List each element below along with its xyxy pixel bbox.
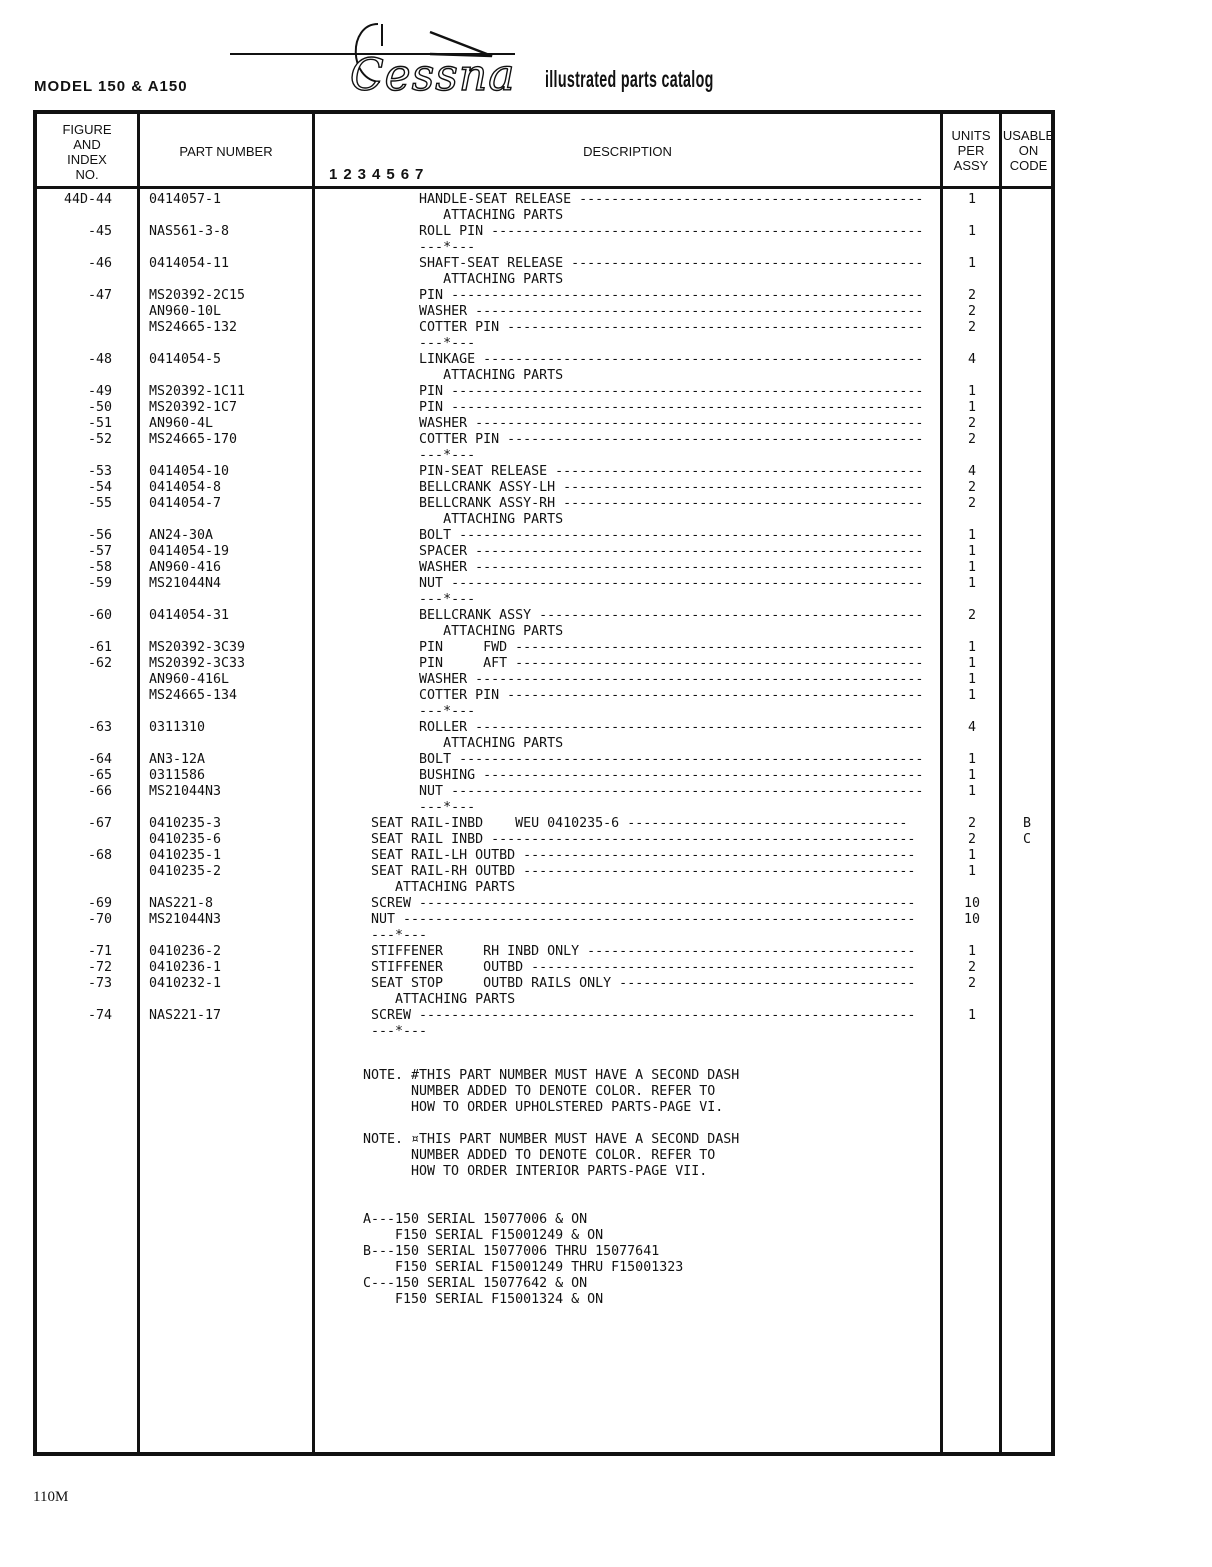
note-line: HOW TO ORDER INTERIOR PARTS-PAGE VII.: [363, 1164, 708, 1179]
header-line: USABLE: [1002, 128, 1055, 143]
figure-index-cell: -68: [87, 848, 112, 863]
header-line: PER: [957, 143, 985, 158]
note-line: NOTE. ¤THIS PART NUMBER MUST HAVE A SECOND DASH: [363, 1132, 740, 1147]
figure-index-cell: -67: [87, 816, 112, 831]
description-cell: PIN FWD ---------------------------------------------------: [347, 640, 924, 655]
part-number-cell: 0414057-1: [149, 192, 222, 207]
description-cell: ROLLER --------------------------------------------------------: [347, 720, 924, 735]
part-number-cell: 0414054-7: [149, 496, 222, 511]
description-header: DESCRIPTION: [583, 144, 672, 159]
table-row: [37, 864, 1051, 880]
figure-index-cell: -57: [87, 544, 112, 559]
header-line: FIGURE: [62, 122, 112, 137]
description-cell: ATTACHING PARTS: [347, 736, 564, 751]
model-title: MODEL 150 & A150: [34, 78, 188, 95]
units-cell: 4: [967, 720, 976, 735]
figure-index-cell: -51: [87, 416, 112, 431]
note-line: NUMBER ADDED TO DENOTE COLOR. REFER TO: [363, 1084, 716, 1099]
units-cell: 1: [967, 576, 976, 591]
figure-index-cell: -60: [87, 608, 112, 623]
description-cell: PIN -----------------------------------------------------------: [347, 400, 924, 415]
description-cell: COTTER PIN ----------------------------------------------------: [347, 688, 924, 703]
units-cell: 10: [963, 896, 980, 911]
table-row: [37, 240, 1051, 256]
units-cell: 2: [967, 496, 976, 511]
description-cell: NUT ----------------------------------------------------------------: [347, 912, 916, 927]
figure-column-header: [37, 122, 137, 182]
part-number-cell: MS20392-3C39: [149, 640, 246, 655]
table-row: [37, 400, 1051, 416]
description-cell: PIN -----------------------------------------------------------: [347, 288, 924, 303]
table-row: [37, 960, 1051, 976]
part-number-cell: 0414054-10: [149, 464, 230, 479]
figure-index-cell: -52: [87, 432, 112, 447]
part-number-cell: 0410236-2: [149, 944, 222, 959]
table-row: [37, 416, 1051, 432]
table-row: [37, 1024, 1051, 1040]
note-line: A---150 SERIAL 15077006 & ON: [363, 1212, 588, 1227]
table-row: [37, 720, 1051, 736]
table-row: [37, 928, 1051, 944]
figure-index-cell: -49: [87, 384, 112, 399]
description-cell: SEAT STOP OUTBD RAILS ONLY -------------------------------------: [347, 976, 916, 991]
table-row: [37, 688, 1051, 704]
table-row: [37, 816, 1051, 832]
header-line: ON: [1018, 143, 1039, 158]
table-row: [37, 512, 1051, 528]
units-cell: 1: [967, 656, 976, 671]
figure-index-cell: -72: [87, 960, 112, 975]
part-number-cell: MS21044N3: [149, 912, 222, 927]
part-number-cell: MS24665-134: [149, 688, 238, 703]
units-cell: 1: [967, 688, 976, 703]
units-cell: 2: [967, 976, 976, 991]
units-cell: 10: [963, 912, 980, 927]
table-row: [37, 272, 1051, 288]
table-row: [37, 896, 1051, 912]
description-cell: ---*---: [347, 928, 428, 943]
units-cell: 4: [967, 352, 976, 367]
note-line: B---150 SERIAL 15077006 THRU 15077641: [363, 1244, 660, 1259]
part-number-cell: 0311586: [149, 768, 206, 783]
units-cell: 1: [967, 768, 976, 783]
description-cell: COTTER PIN ----------------------------------------------------: [347, 320, 924, 335]
description-cell: SEAT RAIL-LH OUTBD -------------------------------------------------: [347, 848, 916, 863]
part-number-cell: NAS561-3-8: [149, 224, 230, 239]
figure-index-cell: -58: [87, 560, 112, 575]
table-row: [37, 672, 1051, 688]
figure-index-cell: 44D-44: [63, 192, 112, 207]
header-line: ASSY: [953, 158, 989, 173]
part-number-cell: AN960-10L: [149, 304, 222, 319]
table-row: [37, 576, 1051, 592]
table-row: [37, 304, 1051, 320]
part-number-cell: AN960-416L: [149, 672, 230, 687]
description-cell: PIN AFT ---------------------------------------------------: [347, 656, 924, 671]
description-cell: ---*---: [347, 240, 476, 255]
table-row: [37, 704, 1051, 720]
figure-index-cell: -64: [87, 752, 112, 767]
part-number-cell: 0410235-2: [149, 864, 222, 879]
description-cell: WASHER --------------------------------------------------------: [347, 672, 924, 687]
units-cell: 1: [967, 192, 976, 207]
part-number-cell: 0414054-19: [149, 544, 230, 559]
description-cell: PIN -----------------------------------------------------------: [347, 384, 924, 399]
units-cell: 1: [967, 528, 976, 543]
logo-wordmark: Cessna: [350, 50, 516, 101]
description-cell: ATTACHING PARTS: [347, 512, 564, 527]
note-line: HOW TO ORDER UPHOLSTERED PARTS-PAGE VI.: [363, 1100, 724, 1115]
table-row: [37, 336, 1051, 352]
table-row: [37, 592, 1051, 608]
figure-index-cell: -59: [87, 576, 112, 591]
description-cell: SEAT RAIL INBD -----------------------------------------------------: [347, 832, 916, 847]
table-row: [37, 736, 1051, 752]
table-row: [37, 752, 1051, 768]
part-number-cell: 0410235-6: [149, 832, 222, 847]
description-cell: WASHER --------------------------------------------------------: [347, 416, 924, 431]
units-cell: 1: [967, 848, 976, 863]
note-line: NUMBER ADDED TO DENOTE COLOR. REFER TO: [363, 1148, 716, 1163]
page-number: 110M: [33, 1489, 69, 1505]
header-line: AND: [73, 137, 101, 152]
units-cell: 1: [967, 784, 976, 799]
part-number-header: PART NUMBER: [179, 144, 273, 159]
table-row: [37, 800, 1051, 816]
description-cell: HANDLE-SEAT RELEASE -------------------------------------------: [347, 192, 924, 207]
description-cell: STIFFENER RH INBD ONLY -----------------------------------------: [347, 944, 916, 959]
figure-index-cell: -74: [87, 1008, 112, 1023]
units-cell: 1: [967, 384, 976, 399]
table-row: [37, 496, 1051, 512]
note-line: [363, 1180, 739, 1196]
figure-index-cell: -65: [87, 768, 112, 783]
table-row: [37, 656, 1051, 672]
table-row: [37, 992, 1051, 1008]
table-row: [37, 352, 1051, 368]
figure-index-cell: -70: [87, 912, 112, 927]
parts-table: [33, 110, 1055, 1456]
table-row: [37, 224, 1051, 240]
description-cell: BELLCRANK ASSY-LH ---------------------------------------------: [347, 480, 924, 495]
description-cell: ATTACHING PARTS: [347, 992, 516, 1007]
part-number-cell: 0414054-5: [149, 352, 222, 367]
description-cell: PIN-SEAT RELEASE ----------------------------------------------: [347, 464, 924, 479]
part-number-cell: 0410236-1: [149, 960, 222, 975]
units-cell: 2: [967, 832, 976, 847]
table-row: [37, 464, 1051, 480]
description-cell: SEAT RAIL-RH OUTBD -------------------------------------------------: [347, 864, 916, 879]
units-cell: 1: [967, 672, 976, 687]
part-number-cell: 0410232-1: [149, 976, 222, 991]
part-number-cell: MS24665-132: [149, 320, 238, 335]
description-cell: ATTACHING PARTS: [347, 208, 564, 223]
units-cell: 1: [967, 544, 976, 559]
units-cell: 1: [967, 400, 976, 415]
table-row: [37, 912, 1051, 928]
units-cell: 2: [967, 288, 976, 303]
note-line: C---150 SERIAL 15077642 & ON: [363, 1276, 588, 1291]
description-cell: BOLT ----------------------------------------------------------: [347, 752, 924, 767]
part-number-cell: NAS221-17: [149, 1008, 222, 1023]
figure-index-cell: -66: [87, 784, 112, 799]
note-line: F150 SERIAL F15001324 & ON: [363, 1292, 604, 1307]
figure-index-cell: -53: [87, 464, 112, 479]
table-row: [37, 608, 1051, 624]
part-number-cell: MS20392-1C7: [149, 400, 238, 415]
catalog-title: illustrated parts catalog: [545, 66, 714, 92]
table-row: [37, 288, 1051, 304]
table-row: [37, 880, 1051, 896]
header-line: CODE: [1009, 158, 1048, 173]
figure-index-cell: -56: [87, 528, 112, 543]
description-cell: ---*---: [347, 704, 476, 719]
table-row: [37, 208, 1051, 224]
description-cell: ATTACHING PARTS: [347, 272, 564, 287]
usable-code-cell: C: [1022, 832, 1031, 847]
part-number-cell: AN3-12A: [149, 752, 206, 767]
description-cell: SPACER --------------------------------------------------------: [347, 544, 924, 559]
table-row: [37, 384, 1051, 400]
table-row: [37, 256, 1051, 272]
part-number-cell: MS20392-1C11: [149, 384, 246, 399]
table-row: [37, 448, 1051, 464]
units-cell: 2: [967, 816, 976, 831]
figure-index-cell: -62: [87, 656, 112, 671]
units-cell: 2: [967, 608, 976, 623]
figure-index-cell: -55: [87, 496, 112, 511]
units-header: [943, 128, 999, 173]
units-cell: 1: [967, 1008, 976, 1023]
part-number-cell: MS24665-170: [149, 432, 238, 447]
table-row: [37, 480, 1051, 496]
figure-index-cell: -45: [87, 224, 112, 239]
description-cell: ---*---: [347, 800, 476, 815]
part-number-cell: AN960-416: [149, 560, 222, 575]
description-cell: NUT -----------------------------------------------------------: [347, 576, 924, 591]
indent-digits: 1234567: [329, 166, 430, 183]
header-line: UNITS: [951, 128, 991, 143]
figure-index-cell: -46: [87, 256, 112, 271]
description-cell: STIFFENER OUTBD ------------------------------------------------: [347, 960, 916, 975]
units-cell: 2: [967, 960, 976, 975]
cessna-logo: [230, 18, 520, 108]
units-cell: 2: [967, 480, 976, 495]
description-cell: BELLCRANK ASSY-RH ---------------------------------------------: [347, 496, 924, 511]
units-cell: 1: [967, 224, 976, 239]
figure-index-cell: -73: [87, 976, 112, 991]
figure-index-cell: -61: [87, 640, 112, 655]
description-cell: BOLT ----------------------------------------------------------: [347, 528, 924, 543]
description-cell: BELLCRANK ASSY ------------------------------------------------: [347, 608, 924, 623]
table-row: [37, 432, 1051, 448]
table-row: [37, 544, 1051, 560]
notes-block: [363, 1068, 739, 1308]
description-cell: ATTACHING PARTS: [347, 368, 564, 383]
figure-index-cell: -69: [87, 896, 112, 911]
note-line: [363, 1116, 739, 1132]
table-row: [37, 192, 1051, 208]
table-row: [37, 528, 1051, 544]
units-cell: 1: [967, 752, 976, 767]
table-row: [37, 624, 1051, 640]
table-row: [37, 848, 1051, 864]
part-number-cell: AN960-4L: [149, 416, 214, 431]
units-cell: 2: [967, 320, 976, 335]
description-cell: NUT -----------------------------------------------------------: [347, 784, 924, 799]
description-cell: WASHER --------------------------------------------------------: [347, 304, 924, 319]
units-cell: 2: [967, 304, 976, 319]
table-row: [37, 640, 1051, 656]
description-cell: WASHER --------------------------------------------------------: [347, 560, 924, 575]
note-line: [363, 1196, 739, 1212]
description-cell: ---*---: [347, 448, 476, 463]
description-cell: ---*---: [347, 592, 476, 607]
part-number-cell: 0414054-31: [149, 608, 230, 623]
description-cell: BUSHING -------------------------------------------------------: [347, 768, 924, 783]
part-number-cell: 0414054-8: [149, 480, 222, 495]
part-number-cell: MS20392-2C15: [149, 288, 246, 303]
description-cell: SEAT RAIL-INBD WEU 0410235-6 -----------------------------------: [347, 816, 908, 831]
description-cell: COTTER PIN ----------------------------------------------------: [347, 432, 924, 447]
figure-index-cell: -71: [87, 944, 112, 959]
units-cell: 1: [967, 256, 976, 271]
part-number-cell: MS20392-3C33: [149, 656, 246, 671]
description-cell: ---*---: [347, 336, 476, 351]
header-line: INDEX: [67, 152, 107, 167]
units-cell: 2: [967, 432, 976, 447]
table-row: [37, 1008, 1051, 1024]
part-number-cell: MS21044N3: [149, 784, 222, 799]
table-row: [37, 320, 1051, 336]
figure-index-cell: -47: [87, 288, 112, 303]
description-cell: ATTACHING PARTS: [347, 624, 564, 639]
description-cell: LINKAGE -------------------------------------------------------: [347, 352, 924, 367]
description-cell: ROLL PIN ------------------------------------------------------: [347, 224, 924, 239]
part-number-cell: NAS221-8: [149, 896, 214, 911]
figure-index-cell: -63: [87, 720, 112, 735]
table-row: [37, 560, 1051, 576]
figure-index-cell: -48: [87, 352, 112, 367]
description-cell: ATTACHING PARTS: [347, 880, 516, 895]
table-row: [37, 976, 1051, 992]
usable-code-cell: B: [1022, 816, 1031, 831]
header-rule: [37, 186, 1051, 189]
header-line: NO.: [75, 167, 99, 182]
units-cell: 4: [967, 464, 976, 479]
table-row: [37, 944, 1051, 960]
table-row: [37, 768, 1051, 784]
figure-index-cell: -50: [87, 400, 112, 415]
table-row: [37, 832, 1051, 848]
part-number-cell: 0410235-1: [149, 848, 222, 863]
note-line: F150 SERIAL F15001249 THRU F15001323: [363, 1260, 684, 1275]
units-cell: 2: [967, 416, 976, 431]
note-line: F150 SERIAL F15001249 & ON: [363, 1228, 604, 1243]
units-cell: 1: [967, 944, 976, 959]
part-number-cell: MS21044N4: [149, 576, 222, 591]
description-cell: SCREW --------------------------------------------------------------: [347, 896, 916, 911]
figure-index-cell: -54: [87, 480, 112, 495]
part-number-cell: 0311310: [149, 720, 206, 735]
units-cell: 1: [967, 640, 976, 655]
units-cell: 1: [967, 560, 976, 575]
description-cell: ---*---: [347, 1024, 428, 1039]
usable-code-header: [1002, 128, 1055, 173]
note-line: NOTE. #THIS PART NUMBER MUST HAVE A SECOND DASH: [363, 1068, 740, 1083]
part-number-cell: 0414054-11: [149, 256, 230, 271]
units-cell: 1: [967, 864, 976, 879]
table-row: [37, 368, 1051, 384]
description-cell: SCREW --------------------------------------------------------------: [347, 1008, 916, 1023]
table-row: [37, 784, 1051, 800]
description-cell: SHAFT-SEAT RELEASE --------------------------------------------: [347, 256, 924, 271]
part-number-cell: 0410235-3: [149, 816, 222, 831]
part-number-cell: AN24-30A: [149, 528, 214, 543]
